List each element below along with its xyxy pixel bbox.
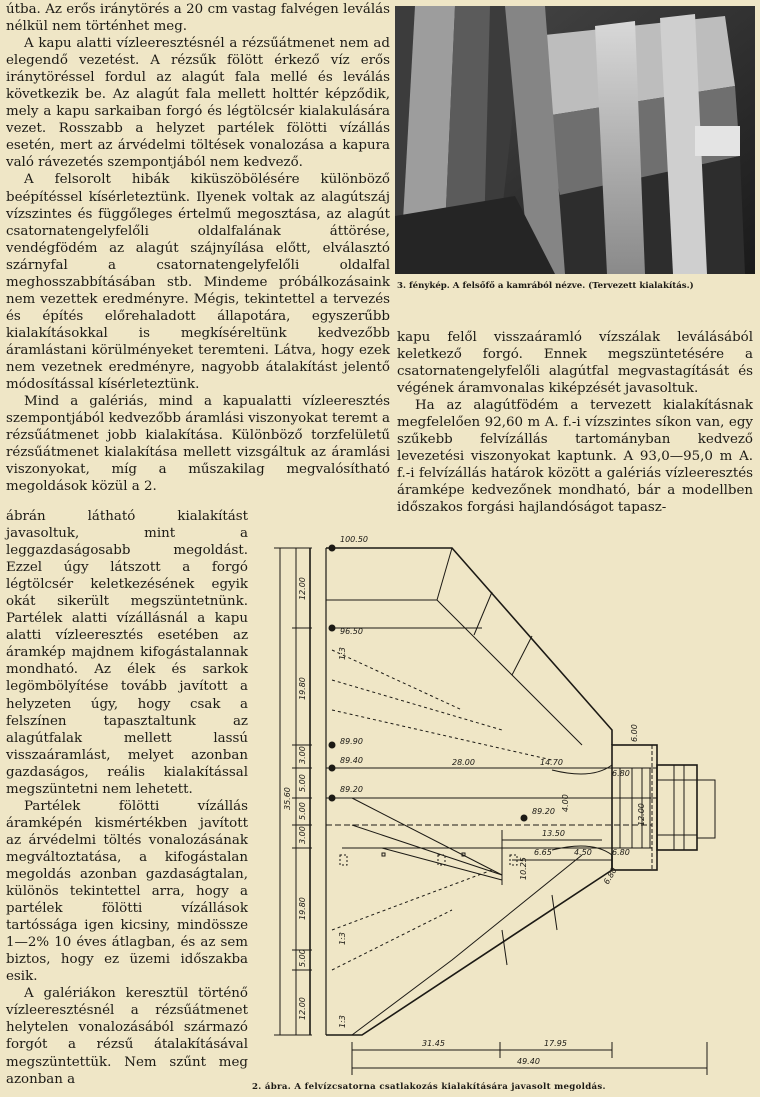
elevation-label: 89.20 bbox=[340, 785, 363, 794]
photo-image bbox=[395, 6, 755, 274]
dimension-label: 4.50 bbox=[574, 848, 592, 857]
elevation-label: 96.50 bbox=[340, 627, 363, 636]
figure-caption: 2. ábra. A felvízcsatorna csatlakozás kialakítására javasolt megoldás. bbox=[252, 1082, 606, 1092]
dimension-label: 13.50 bbox=[542, 829, 565, 838]
dimension-label: 12.00 bbox=[298, 577, 307, 600]
dimension-label: 6.65 bbox=[534, 848, 552, 857]
dimension-label: 31.45 bbox=[422, 1039, 445, 1048]
paragraph: A felsorolt hibák kiküszöbölésére különböző beépítéssel kísérleteztünk. Ilyenek voltak az alagútszáj vízszintes és függőleges értelmű megosztása, az alagút csatornatengelyfelőli oldalfalának áttörése, vendégfödém az alagút szájnyílása előtt, elválasztó szárnyfal a csatornatengelyfelőli oldalfal meghosszabbításában stb. Mindeme próbálkozásaink nem vezettek eredményre. Mégis, tekintettel a tervezés és építés előrehaladott állapotára, egyszerűbb kialakításokkal is megkíséreltünk kedvezőbb áramlástani körülményeket teremteni. Látva, hogy ezek nem vezetnek eredményre, nagyobb átalakítást jelentő módosítással kísérleteztünk. bbox=[6, 172, 390, 393]
dimension-label: 5.00 bbox=[298, 949, 307, 967]
dimension-label: 14.70 bbox=[540, 758, 563, 767]
dimension-label: 12.00 bbox=[637, 803, 646, 826]
elevation-label: 100.50 bbox=[340, 535, 368, 544]
dimension-label: 35.60 bbox=[283, 787, 292, 810]
paragraph: Partélek fölötti vízállás áramképén kismértékben javított az árvédelmi töltés vonalozásának megváltoztatása, a kifogástalan megoldás azonban gazdaságtalan, különös tekintettel arra, hogy a partélek fölötti vízállások tartóssága igen kicsiny, mindössze 1—2% 10 éves átlagban, és az sem biztos, hogy ez üzemi időszakba esik. bbox=[6, 798, 248, 985]
dimension-label: 10.25 bbox=[519, 857, 528, 880]
paragraph: ábrán látható kialakítást javasoltuk, mint a leggazdaságosabb megoldást. Ezzel úgy látszott a forgó légtölcsér keletkezésének egyik okát sikerült megszüntetnünk. Partélek alatti vízállásnál a kapu alatti vízleeresztés esetében az áramkép majdnem kifogástalannak mondható. Az élek és sarkok legömbölyítése tovább javított a helyzeten úgy, hogy csak a felszínen tapasztaltunk az alagútfalak mellett lassú visszaáramlást, melyet azonban gazdaságos, reális kialakítással megszüntetni nem lehetett. bbox=[6, 509, 248, 797]
dimension-label: 6.80 bbox=[612, 769, 630, 778]
elevation-label: 89.40 bbox=[340, 756, 363, 765]
engineering-drawing bbox=[252, 530, 760, 1078]
dimension-label: 17.95 bbox=[544, 1039, 567, 1048]
slope-label: 1:3 bbox=[338, 647, 347, 660]
dimension-label: 3.00 bbox=[298, 826, 307, 844]
dimension-label: 6.00 bbox=[630, 724, 639, 742]
paragraph: Ha az alagútfödém a tervezett kialakításnak megfelelően 92,60 m A. f.-i vízszintes síkon van, egy szűkebb felvízállás tartományban kedvező levezetési viszonyokat kaptunk. A 93,0—95,0 m A. f.-i felvízállás határok között a galériás vízleeresztés áramképe kedvezőnek mondható, bár a modellben időszakos forgási hajlandóságot tapasz- bbox=[397, 398, 753, 516]
narrow-column bbox=[6, 508, 248, 1088]
photo-caption: 3. fénykép. A felsőfő a kamrából nézve. (Tervezett kialakítás.) bbox=[397, 281, 694, 291]
photo bbox=[395, 6, 755, 274]
dimension-label: 12.00 bbox=[298, 997, 307, 1020]
paragraph: A kapu alatti vízleeresztésnél a rézsűátmenet nem ad elegendő vezetést. A rézsűk fölött érkező víz erős iránytöréssel fordul az alagút fala mellé és leválás következik be. Az alagút fala mellett holttér képződik, mely a kapu sarkaiban forgó és légtölcsér kialakulására vezet. Rosszabb a helyzet partélek fölötti vízállás esetén, mert az árvédelmi töltések vonalozása a kapura való rávezetés szempontjából nem kedvező. bbox=[6, 36, 390, 171]
slope-label: 1:3 bbox=[338, 932, 347, 945]
paragraph: Mind a galériás, mind a kapualatti vízleeresztés szempontjából kedvezőbb áramlási viszonyokat teremt a rézsűátmenet jobb kialakítása. Különböző torzfelületű rézsűátmenet kialakítása mellett vizsgáltuk az áramlási viszonyokat, míg a műszakilag megvalósítható megoldások közül a 2. bbox=[6, 394, 390, 495]
dimension-label: 6.80 bbox=[601, 866, 619, 886]
dimension-label: 19.80 bbox=[298, 897, 307, 920]
dimension-label: 3.00 bbox=[298, 746, 307, 764]
slope-label: 1:3 bbox=[338, 1015, 347, 1028]
dimension-label: 6.80 bbox=[612, 848, 630, 857]
left-column bbox=[6, 1, 390, 495]
dimension-label: 28.00 bbox=[452, 758, 475, 767]
elevation-label: 89.90 bbox=[340, 737, 363, 746]
dimension-label: 19.80 bbox=[298, 677, 307, 700]
dimension-label: 49.40 bbox=[517, 1057, 540, 1066]
paragraph: útba. Az erős iránytörés a 20 cm vastag falvégen leválás nélkül nem történhet meg. bbox=[6, 2, 390, 35]
dimension-label: 5.00 bbox=[298, 774, 307, 792]
elevation-label: 89.20 bbox=[532, 807, 555, 816]
dimension-label: 4.00 bbox=[561, 794, 570, 812]
paragraph: kapu felől visszaáramló vízszálak leválásából keletkező forgó. Ennek megszüntetésére a csatornatengelyfelőli alagútfal megvastagítását és végének áramvonalas kiképzését javasoltuk. bbox=[397, 330, 753, 397]
paragraph: A galériákon keresztül történő vízleeresztésnél a rézsűátmenet helytelen vonalozásából származó forgót a rézsű átalakításával megszüntettük. Nem szűnt meg azonban a bbox=[6, 986, 248, 1087]
dimension-label: 5.00 bbox=[298, 802, 307, 820]
right-column bbox=[397, 329, 753, 517]
